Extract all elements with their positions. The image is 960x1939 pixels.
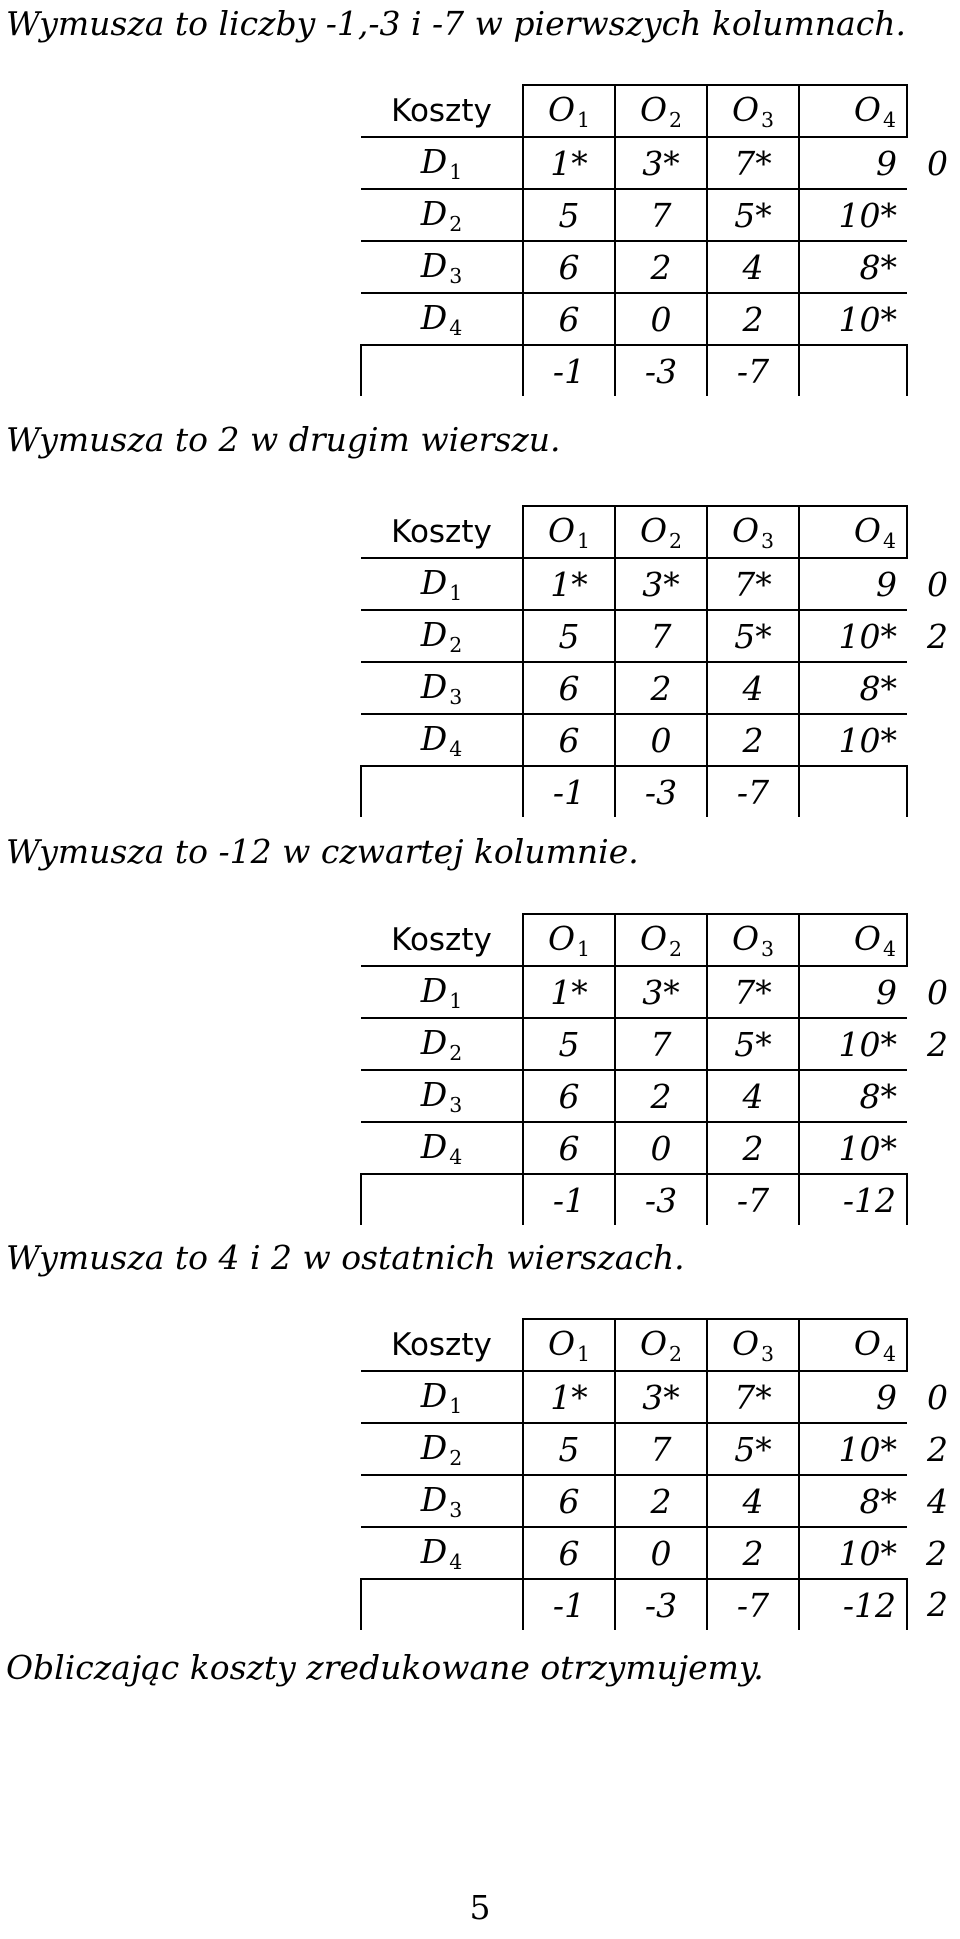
- cost-table-3: [360, 913, 959, 1225]
- header-column-letter: O: [639, 919, 668, 959]
- header-column: [523, 85, 615, 137]
- column-dual-value: -7: [707, 345, 799, 396]
- cost-cell: 10*: [799, 189, 907, 241]
- cost-cell: 3*: [615, 137, 707, 189]
- row-dual-value: [907, 714, 958, 766]
- header-column-letter: O: [639, 90, 668, 130]
- cost-cell: 2: [707, 714, 799, 766]
- row-dual-value: 0: [927, 972, 948, 1012]
- row-label: [361, 189, 523, 241]
- header-column-index: 1: [577, 936, 591, 961]
- header-corner: Koszty: [361, 506, 523, 558]
- row-label-letter: D: [420, 615, 448, 655]
- row-label-letter: D: [420, 1127, 448, 1167]
- cost-cell: 2: [615, 1475, 707, 1527]
- table-row: [361, 1122, 958, 1174]
- footer-corner-empty: [361, 345, 523, 396]
- cost-cell: 3*: [615, 558, 707, 610]
- table-header-row: [361, 506, 958, 558]
- cost-cell: 9: [799, 966, 907, 1018]
- row-label-letter: D: [420, 1075, 448, 1115]
- row-label-letter: D: [420, 194, 448, 234]
- footer-corner-empty: [361, 1579, 523, 1630]
- row-dual-value: 2: [927, 1024, 948, 1064]
- row-dual-value: 2: [927, 1429, 948, 1469]
- row-label-letter: D: [420, 971, 448, 1011]
- column-dual-value: -7: [707, 1579, 799, 1630]
- header-column-index: 1: [577, 528, 591, 553]
- table-row: [361, 137, 958, 189]
- table-row: [361, 293, 958, 345]
- header-column-index: 3: [761, 528, 775, 553]
- header-column: [615, 85, 707, 137]
- row-label-index: 3: [449, 1497, 463, 1522]
- column-dual-value: -12: [799, 1174, 907, 1225]
- cost-cell: 5*: [707, 1018, 799, 1070]
- row-label-letter: D: [420, 1376, 448, 1416]
- cost-cell: 10*: [799, 714, 907, 766]
- cost-cell: 6: [523, 1527, 615, 1579]
- cost-cell: 8*: [799, 1475, 907, 1527]
- cost-cell: 0: [615, 1122, 707, 1174]
- header-column-letter: O: [547, 90, 576, 130]
- table-row: [361, 1423, 958, 1475]
- header-column-index: 2: [669, 528, 683, 553]
- header-column-letter: O: [731, 919, 760, 959]
- header-column: [707, 1319, 799, 1371]
- cost-cell: 2: [615, 1070, 707, 1122]
- row-dual-value: [907, 1122, 958, 1174]
- row-dual-value: [907, 662, 958, 714]
- header-column-letter: O: [853, 90, 881, 130]
- header-column: [799, 1319, 907, 1371]
- cost-cell: 6: [523, 1122, 615, 1174]
- cost-cell: 1*: [523, 966, 615, 1018]
- table-row: [361, 1527, 958, 1579]
- cost-cell: 3*: [615, 966, 707, 1018]
- row-label-letter: D: [420, 1480, 448, 1520]
- cost-cell: 5: [523, 1018, 615, 1070]
- header-column: [799, 85, 907, 137]
- row-label-index: 1: [449, 159, 463, 184]
- column-dual-value: -7: [707, 1174, 799, 1225]
- table-row: [361, 558, 958, 610]
- footer-corner-empty: [361, 1174, 523, 1225]
- header-column-letter: O: [731, 1324, 760, 1364]
- column-dual-value: -1: [523, 1174, 615, 1225]
- column-dual-value: -3: [615, 345, 707, 396]
- cost-cell: 1*: [523, 558, 615, 610]
- paragraph-1: Wymusza to liczby -1,-3 i -7 w pierwszych kolumnach.: [6, 4, 906, 43]
- header-column-index: 1: [577, 1341, 591, 1366]
- row-dual-value: [907, 293, 958, 345]
- column-dual-value: -1: [523, 766, 615, 817]
- cost-cell: 7*: [707, 558, 799, 610]
- header-column-index: 4: [882, 107, 896, 132]
- cost-cell: 10*: [799, 1527, 907, 1579]
- cost-cell: 4: [707, 662, 799, 714]
- row-label: [361, 966, 523, 1018]
- row-label: [361, 1475, 523, 1527]
- cost-cell: 3*: [615, 1371, 707, 1423]
- table-row: [361, 662, 958, 714]
- cost-table-grid: [360, 913, 959, 1225]
- row-label: [361, 714, 523, 766]
- cost-cell: 7: [615, 1018, 707, 1070]
- cost-cell: 7: [615, 1423, 707, 1475]
- row-label-letter: D: [420, 563, 448, 603]
- row-label-index: 1: [449, 580, 463, 605]
- cost-cell: 6: [523, 1475, 615, 1527]
- header-dual-empty: [907, 1319, 958, 1371]
- header-column-index: 3: [761, 107, 775, 132]
- row-label-letter: D: [420, 719, 448, 759]
- row-label-index: 4: [449, 736, 463, 761]
- row-dual-value: [907, 189, 958, 241]
- header-column-index: 1: [577, 107, 591, 132]
- cost-cell: 0: [615, 293, 707, 345]
- header-column: [523, 506, 615, 558]
- cost-cell: 9: [799, 137, 907, 189]
- header-column: [615, 914, 707, 966]
- header-column-index: 3: [761, 1341, 775, 1366]
- header-column-index: 4: [882, 936, 896, 961]
- table-footer-row: [361, 766, 958, 817]
- row-label: [361, 1018, 523, 1070]
- paragraph-3: Wymusza to -12 w czwartej kolumnie.: [6, 832, 639, 871]
- column-dual-value: -3: [615, 1579, 707, 1630]
- row-label: [361, 662, 523, 714]
- cost-cell: 6: [523, 293, 615, 345]
- cost-cell: 7: [615, 610, 707, 662]
- header-corner: Koszty: [361, 85, 523, 137]
- row-label-letter: D: [420, 298, 448, 338]
- table-row: [361, 1070, 958, 1122]
- header-column: [615, 506, 707, 558]
- row-dual-value: [907, 1070, 958, 1122]
- header-corner: Koszty: [361, 914, 523, 966]
- row-label: [361, 293, 523, 345]
- column-dual-value: -1: [523, 345, 615, 396]
- table-footer-row: [361, 1579, 958, 1630]
- column-dual-value: -7: [707, 766, 799, 817]
- row-label: [361, 1122, 523, 1174]
- cost-cell: 10*: [799, 293, 907, 345]
- footer-dual-value: 2: [927, 1585, 948, 1624]
- table-footer-row: [361, 345, 958, 396]
- table-row: [361, 966, 958, 1018]
- header-column: [799, 914, 907, 966]
- column-dual-value: -12: [799, 1579, 907, 1630]
- column-dual-value: -3: [615, 1174, 707, 1225]
- table-row: [361, 1371, 958, 1423]
- row-label-index: 1: [449, 1393, 463, 1418]
- table-row: [361, 241, 958, 293]
- row-label-index: 2: [449, 211, 463, 236]
- row-label-letter: D: [420, 667, 448, 707]
- cost-table-grid: [360, 84, 959, 396]
- cost-table-grid: [360, 1318, 959, 1630]
- cost-cell: 4: [707, 241, 799, 293]
- row-label: [361, 1371, 523, 1423]
- table-header-row: [361, 85, 958, 137]
- header-corner: Koszty: [361, 1319, 523, 1371]
- table-header-row: [361, 914, 958, 966]
- header-column: [707, 85, 799, 137]
- row-label-index: 3: [449, 684, 463, 709]
- header-column: [799, 506, 907, 558]
- cost-cell: 7: [615, 189, 707, 241]
- row-label-index: 4: [449, 315, 463, 340]
- row-label-index: 2: [449, 1445, 463, 1470]
- row-label: [361, 1070, 523, 1122]
- footer-dual-value: [907, 1174, 958, 1225]
- table-row: [361, 1018, 958, 1070]
- row-label: [361, 1423, 523, 1475]
- cost-cell: 6: [523, 662, 615, 714]
- table-row: [361, 189, 958, 241]
- cost-cell: 9: [799, 1371, 907, 1423]
- header-column-letter: O: [639, 1324, 668, 1364]
- cost-cell: 10*: [799, 1122, 907, 1174]
- header-column-index: 4: [882, 528, 896, 553]
- cost-cell: 5: [523, 189, 615, 241]
- cost-cell: 10*: [799, 1018, 907, 1070]
- cost-cell: 7*: [707, 966, 799, 1018]
- cost-cell: 0: [615, 1527, 707, 1579]
- row-label: [361, 610, 523, 662]
- header-column: [707, 506, 799, 558]
- row-label-index: 2: [449, 1040, 463, 1065]
- header-column-index: 3: [761, 936, 775, 961]
- row-dual-value: 0: [927, 143, 948, 183]
- header-column-index: 2: [669, 107, 683, 132]
- cost-cell: 7*: [707, 1371, 799, 1423]
- header-dual-empty: [907, 506, 958, 558]
- footer-dual-value: [907, 766, 958, 817]
- table-header-row: [361, 1319, 958, 1371]
- cost-cell: 8*: [799, 662, 907, 714]
- column-dual-value: [799, 345, 907, 396]
- cost-cell: 6: [523, 1070, 615, 1122]
- row-label: [361, 1527, 523, 1579]
- cost-cell: 6: [523, 241, 615, 293]
- row-label-index: 4: [449, 1144, 463, 1169]
- table-row: [361, 610, 958, 662]
- row-label: [361, 241, 523, 293]
- footer-dual-value: [907, 345, 958, 396]
- cost-cell: 2: [615, 662, 707, 714]
- header-column: [615, 1319, 707, 1371]
- cost-cell: 4: [707, 1070, 799, 1122]
- header-column-letter: O: [731, 90, 760, 130]
- table-footer-row: [361, 1174, 958, 1225]
- cost-cell: 8*: [799, 1070, 907, 1122]
- column-dual-value: -1: [523, 1579, 615, 1630]
- row-label: [361, 137, 523, 189]
- footer-corner-empty: [361, 766, 523, 817]
- row-label-index: 2: [449, 632, 463, 657]
- cost-cell: 1*: [523, 1371, 615, 1423]
- row-label-letter: D: [420, 1428, 448, 1468]
- row-label: [361, 558, 523, 610]
- page-number: 5: [469, 1888, 491, 1927]
- cost-cell: 5: [523, 1423, 615, 1475]
- cost-cell: 5*: [707, 610, 799, 662]
- cost-table-grid: [360, 505, 959, 817]
- table-row: [361, 714, 958, 766]
- table-row: [361, 1475, 958, 1527]
- header-column-index: 2: [669, 936, 683, 961]
- header-column-letter: O: [547, 1324, 576, 1364]
- header-column-letter: O: [731, 511, 760, 551]
- cost-cell: 2: [707, 293, 799, 345]
- cost-cell: 6: [523, 714, 615, 766]
- row-dual-value: 4: [927, 1481, 948, 1521]
- row-label-letter: D: [420, 1023, 448, 1063]
- row-label-index: 3: [449, 1092, 463, 1117]
- row-dual-value: 2: [927, 616, 948, 656]
- cost-cell: 2: [707, 1122, 799, 1174]
- cost-cell: 2: [707, 1527, 799, 1579]
- row-label-index: 1: [449, 988, 463, 1013]
- paragraph-2: Wymusza to 2 w drugim wierszu.: [6, 420, 561, 459]
- header-column-index: 2: [669, 1341, 683, 1366]
- paragraph-5: Obliczając koszty zredukowane otrzymujemy.: [6, 1648, 764, 1687]
- column-dual-value: -3: [615, 766, 707, 817]
- row-dual-value: 0: [927, 1377, 948, 1417]
- cost-cell: 10*: [799, 610, 907, 662]
- cost-cell: 2: [615, 241, 707, 293]
- column-dual-value: [799, 766, 907, 817]
- header-column: [523, 1319, 615, 1371]
- header-column-letter: O: [547, 511, 576, 551]
- header-dual-empty: [907, 914, 958, 966]
- cost-cell: 5: [523, 610, 615, 662]
- cost-cell: 5*: [707, 1423, 799, 1475]
- header-column-letter: O: [853, 1324, 881, 1364]
- header-column-letter: O: [639, 511, 668, 551]
- cost-cell: 1*: [523, 137, 615, 189]
- header-column-letter: O: [853, 919, 881, 959]
- paragraph-4: Wymusza to 4 i 2 w ostatnich wierszach.: [6, 1238, 685, 1277]
- cost-table-4: [360, 1318, 959, 1630]
- cost-cell: 9: [799, 558, 907, 610]
- cost-table-2: [360, 505, 959, 817]
- header-column-letter: O: [853, 511, 881, 551]
- cost-cell: 8*: [799, 241, 907, 293]
- header-column: [523, 914, 615, 966]
- header-dual-empty: [907, 85, 958, 137]
- row-dual-value: 0: [927, 564, 948, 604]
- row-label-letter: D: [420, 246, 448, 286]
- header-column-letter: O: [547, 919, 576, 959]
- row-label-index: 3: [449, 263, 463, 288]
- cost-cell: 0: [615, 714, 707, 766]
- row-label-letter: D: [420, 1532, 448, 1572]
- cost-cell: 10*: [799, 1423, 907, 1475]
- cost-cell: 4: [707, 1475, 799, 1527]
- header-column-index: 4: [882, 1341, 896, 1366]
- row-label-index: 4: [449, 1549, 463, 1574]
- row-dual-value: 2: [926, 1533, 947, 1573]
- cost-table-1: [360, 84, 959, 396]
- header-column: [707, 914, 799, 966]
- row-dual-value: [907, 241, 958, 293]
- row-label-letter: D: [420, 142, 448, 182]
- cost-cell: 7*: [707, 137, 799, 189]
- cost-cell: 5*: [707, 189, 799, 241]
